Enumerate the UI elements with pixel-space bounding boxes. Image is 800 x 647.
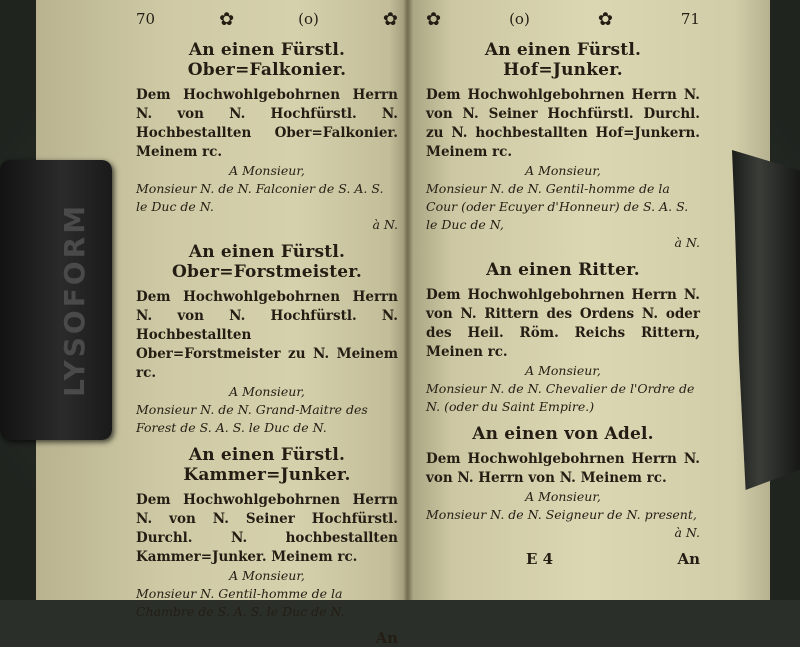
ornament-icon: ✿: [382, 8, 398, 30]
section-heading: An einen von Adel.: [472, 424, 654, 444]
address-salutation: A Monsieur,: [229, 163, 305, 178]
address-salutation: A Monsieur,: [525, 363, 601, 378]
section-body: Dem Hochwohlgebohrnen Herrn N. von N. Hochfürstl. N. Hochbestallten Ober=Falkonier. Meinem rc.: [136, 87, 398, 160]
section-body: Dem Hochwohlgebohrnen Herrn N. von N. Hochfürstl. N. Hochbestallten Ober=Forstmeister zu N. Meinem rc.: [136, 289, 398, 381]
address-line: Monsieur N. de N. Falconier de S. A. S. le Duc de N.: [136, 181, 384, 214]
address-place: à N.: [674, 235, 700, 250]
section-heading: An einen Fürstl. Ober=Forstmeister.: [172, 242, 362, 282]
section-heading: An einen Fürstl. Kammer=Junker.: [183, 445, 351, 485]
page-marker: (o): [298, 10, 319, 28]
address-line: Monsieur N. de N. Chevalier de l'Ordre de N. (oder du Saint Empire.): [426, 381, 695, 414]
right-page: [408, 0, 770, 600]
section-body: Dem Hochwohlgebohrnen Herrn N. von N. Seiner Hochfürstl. Durchl. N. hochbestallten Kammer=Junker. Meinem rc.: [136, 492, 398, 565]
section-body: Dem Hochwohlgebohrnen Herrn N. von N. Rittern des Ordens N. oder des Heil. Röm. Reichs Rittern, Meinen rc.: [426, 287, 700, 360]
address-salutation: A Monsieur,: [229, 568, 305, 583]
section-body: Dem Hochwohlgebohrnen Herrn N. von N. Seiner Hochfürstl. Durchl. zu N. hochbestallten Hof=Junkern. Meinem rc.: [426, 87, 700, 160]
right-page-footer: [426, 550, 700, 568]
section-body: Dem Hochwohlgebohrnen Herrn N. von N. Herrn von N. Meinem rc.: [426, 451, 700, 486]
section-heading: An einen Fürstl. Hof=Junker.: [484, 40, 642, 80]
address-line: Monsieur N. Gentil-homme de la Chambre de S. A. S. le Duc de N.: [136, 586, 345, 619]
address-place: à N.: [372, 217, 398, 232]
address-place: à N.: [674, 525, 700, 540]
bookmark-label: LYSOFORM: [58, 202, 91, 398]
letter-section: [136, 242, 398, 437]
ornament-icon: ✿: [219, 8, 235, 30]
address-salutation: A Monsieur,: [525, 163, 601, 178]
page-number: 71: [680, 10, 700, 28]
address-salutation: A Monsieur,: [525, 489, 601, 504]
address-line: Monsieur N. de N. Seigneur de N. present,: [426, 507, 697, 522]
right-page-header: [426, 6, 700, 32]
letter-section: [426, 40, 700, 252]
letter-section: [426, 260, 700, 416]
catchword: An: [375, 629, 398, 647]
ornament-icon: ✿: [597, 8, 613, 30]
page-number: 70: [136, 10, 156, 28]
page-marker: (o): [509, 10, 530, 28]
signature-mark: E 4: [526, 550, 554, 568]
book-gutter: [403, 0, 413, 600]
bookmark-card: [0, 160, 112, 440]
letter-section: [426, 424, 700, 542]
address-line: Monsieur N. de N. Grand-Maitre des Forest de S. A. S. le Duc de N.: [136, 402, 368, 435]
address-line: Monsieur N. de N. Gentil-homme de la Cour (oder Ecuyer d'Honneur) de S. A. S. le Duc de N,: [426, 181, 689, 232]
catchword: An: [677, 550, 700, 568]
section-heading: An einen Ritter.: [486, 260, 640, 280]
ornament-icon: ✿: [426, 8, 442, 30]
letter-section: [136, 445, 398, 621]
left-page-footer: [136, 629, 398, 647]
letter-section: [136, 40, 398, 234]
left-page-header: [136, 6, 398, 32]
address-salutation: A Monsieur,: [229, 384, 305, 399]
section-heading: An einen Fürstl. Ober=Falkonier.: [187, 40, 347, 80]
